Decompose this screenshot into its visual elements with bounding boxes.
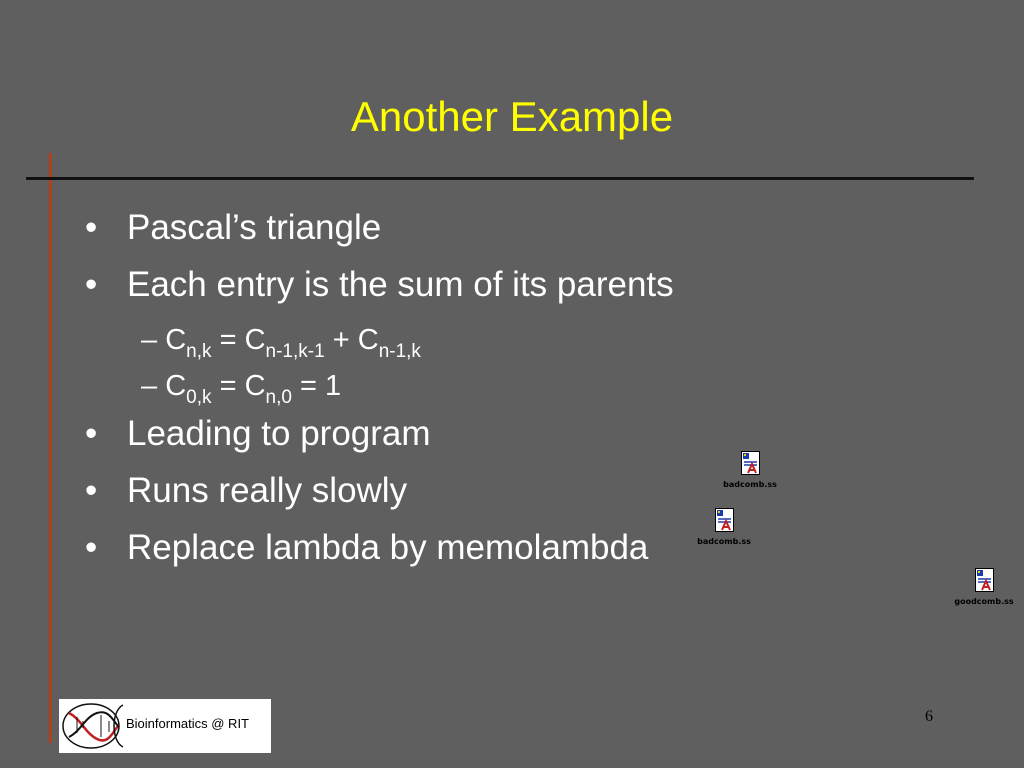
bullet-text: Pascal’s triangle bbox=[127, 208, 382, 247]
formula-term: C bbox=[244, 324, 266, 356]
sub-bullet-formula-2 bbox=[85, 364, 421, 410]
dna-helix-icon bbox=[61, 701, 125, 756]
bullet-marker: • bbox=[85, 208, 98, 247]
formula-term: C bbox=[357, 324, 379, 356]
bullet-item bbox=[85, 524, 649, 581]
scheme-file-icon bbox=[715, 508, 734, 532]
title-divider bbox=[26, 177, 974, 180]
bullet-marker: • bbox=[85, 265, 98, 304]
formula-operator: = bbox=[211, 370, 245, 402]
bullet-item bbox=[85, 261, 674, 318]
file-name: badcomb.ss bbox=[723, 480, 777, 489]
bullet-text: Runs really slowly bbox=[127, 471, 408, 510]
formula-term: C bbox=[244, 370, 266, 402]
formula-subscript: n,k bbox=[186, 341, 212, 362]
file-icon-badcomb-1[interactable] bbox=[700, 451, 800, 490]
formula-subscript: n-1,k-1 bbox=[265, 341, 325, 362]
sub-bullet-dash: – bbox=[141, 324, 158, 356]
bullet-item bbox=[85, 410, 431, 467]
page-number: 6 bbox=[925, 708, 933, 725]
bullet-marker: • bbox=[85, 414, 98, 453]
file-name: goodcomb.ss bbox=[954, 597, 1014, 606]
scheme-file-icon bbox=[741, 451, 760, 475]
bullet-marker: • bbox=[85, 471, 98, 510]
bullet-text: Leading to program bbox=[127, 414, 431, 453]
bullet-text: Each entry is the sum of its parents bbox=[127, 265, 674, 304]
formula-term: C bbox=[165, 324, 187, 356]
file-icon-badcomb-2[interactable] bbox=[674, 508, 774, 547]
formula-subscript: n-1,k bbox=[378, 341, 421, 362]
formula-subscript: n,0 bbox=[265, 387, 292, 408]
formula-subscript: 0,k bbox=[186, 387, 212, 408]
file-name: badcomb.ss bbox=[697, 537, 751, 546]
scheme-file-icon bbox=[975, 568, 994, 592]
bioinformatics-logo bbox=[59, 699, 271, 753]
slide-title: Another Example bbox=[350, 93, 674, 140]
logo-text: Bioinformatics @ RIT bbox=[126, 716, 249, 731]
sub-bullet-dash: – bbox=[141, 370, 158, 402]
file-icon-goodcomb[interactable] bbox=[944, 568, 1024, 607]
left-accent-line bbox=[49, 153, 52, 743]
bullet-list bbox=[85, 204, 674, 581]
bullet-item bbox=[85, 467, 421, 524]
sub-bullet-formula-1 bbox=[85, 318, 421, 364]
bullet-text: Replace lambda by memolambda bbox=[127, 528, 649, 567]
formula-operator: = bbox=[211, 324, 245, 356]
formula-operator: + bbox=[324, 324, 358, 356]
bullet-item bbox=[85, 204, 421, 261]
bullet-marker: • bbox=[85, 528, 98, 567]
formula-result: = 1 bbox=[291, 370, 342, 402]
formula-term: C bbox=[165, 370, 187, 402]
